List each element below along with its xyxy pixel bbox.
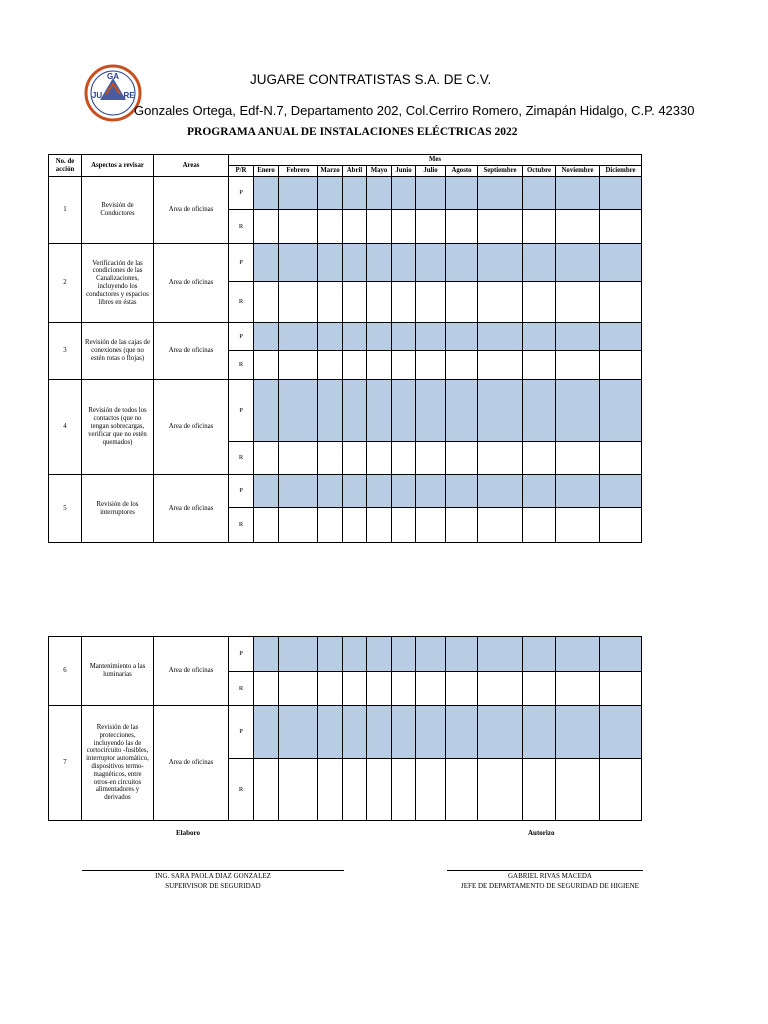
real-cell[interactable] — [478, 508, 523, 543]
schedule-table-top — [48, 154, 642, 543]
planned-cell[interactable] — [600, 244, 642, 282]
company-address: Gonzales Ortega, Edf-N.7, Departamento 202, Col.Cerriro Romero, Zimapán Hidalgo, C.P. 42330 — [134, 103, 695, 118]
real-cell[interactable] — [254, 508, 279, 543]
real-cell[interactable] — [478, 442, 523, 475]
planned-cell[interactable] — [392, 177, 416, 210]
real-cell[interactable] — [392, 210, 416, 244]
planned-cell[interactable] — [446, 177, 478, 210]
real-cell[interactable] — [279, 508, 318, 543]
real-cell[interactable] — [367, 442, 392, 475]
planned-cell[interactable] — [523, 475, 556, 508]
planned-cell[interactable] — [523, 380, 556, 442]
real-marker: R — [229, 282, 254, 323]
real-cell[interactable] — [416, 210, 446, 244]
table-row — [49, 706, 642, 759]
aspect-to-review: Revisión de las cajas de conexiones (que no estén rotas o flojas) — [82, 323, 154, 380]
aspect-to-review: Revisión de Conductores — [82, 177, 154, 244]
autorizo-label: Autorizo — [528, 829, 555, 837]
real-cell[interactable] — [343, 351, 367, 380]
logo-text-right: RE — [123, 91, 135, 100]
planned-cell[interactable] — [318, 380, 343, 442]
real-cell[interactable] — [318, 351, 343, 380]
real-cell[interactable] — [343, 759, 367, 821]
planned-cell[interactable] — [343, 637, 367, 672]
real-cell[interactable] — [416, 759, 446, 821]
real-cell[interactable] — [279, 282, 318, 323]
real-cell[interactable] — [556, 759, 600, 821]
planned-cell[interactable] — [392, 244, 416, 282]
real-cell[interactable] — [523, 672, 556, 706]
real-cell[interactable] — [279, 442, 318, 475]
planned-cell[interactable] — [254, 475, 279, 508]
planned-cell[interactable] — [367, 475, 392, 508]
planned-cell[interactable] — [279, 706, 318, 759]
plan-marker: P — [229, 177, 254, 210]
planned-cell[interactable] — [318, 177, 343, 210]
header-month: Diciembre — [600, 166, 642, 177]
planned-cell[interactable] — [318, 475, 343, 508]
plan-marker: P — [229, 380, 254, 442]
logo-text-top: GA — [107, 72, 119, 81]
real-cell[interactable] — [556, 508, 600, 543]
header-month: Septiembre — [478, 166, 523, 177]
real-cell[interactable] — [343, 282, 367, 323]
planned-cell[interactable] — [600, 323, 642, 351]
document-title: PROGRAMA ANUAL DE INSTALACIONES ELÉCTRICAS 2022 — [187, 126, 518, 138]
real-cell[interactable] — [367, 508, 392, 543]
real-cell[interactable] — [254, 210, 279, 244]
planned-cell[interactable] — [446, 380, 478, 442]
real-cell[interactable] — [367, 351, 392, 380]
planned-cell[interactable] — [523, 177, 556, 210]
real-cell[interactable] — [523, 210, 556, 244]
header-month: Julio — [416, 166, 446, 177]
planned-cell[interactable] — [343, 323, 367, 351]
area: Area de oficinas — [154, 323, 229, 380]
real-cell[interactable] — [279, 210, 318, 244]
real-cell[interactable] — [367, 210, 392, 244]
header-no-accion: No. de acción — [49, 155, 82, 177]
table-row — [49, 475, 642, 508]
real-cell[interactable] — [556, 351, 600, 380]
right-signer-name: GABRIEL RIVAS MACEDA — [507, 872, 592, 880]
planned-cell[interactable] — [600, 706, 642, 759]
real-cell[interactable] — [556, 672, 600, 706]
planned-cell[interactable] — [478, 637, 523, 672]
schedule-table-bottom — [48, 636, 642, 821]
aspect-to-review: Revisión de todos los contactos (que no tengan sobrecargas, verificar que no estén quemados) — [82, 380, 154, 475]
real-cell[interactable] — [600, 210, 642, 244]
header-month: Febrero — [279, 166, 318, 177]
real-cell[interactable] — [279, 672, 318, 706]
planned-cell[interactable] — [279, 380, 318, 442]
real-cell[interactable] — [318, 210, 343, 244]
real-cell[interactable] — [523, 282, 556, 323]
header-month: Agosto — [446, 166, 478, 177]
planned-cell[interactable] — [279, 177, 318, 210]
planned-cell[interactable] — [254, 323, 279, 351]
real-marker: R — [229, 210, 254, 244]
planned-cell[interactable] — [318, 706, 343, 759]
real-marker: R — [229, 508, 254, 543]
real-cell[interactable] — [318, 759, 343, 821]
planned-cell[interactable] — [556, 637, 600, 672]
real-cell[interactable] — [279, 759, 318, 821]
action-number: 6 — [49, 637, 82, 706]
planned-cell[interactable] — [446, 244, 478, 282]
real-cell[interactable] — [367, 282, 392, 323]
real-cell[interactable] — [446, 210, 478, 244]
real-cell[interactable] — [446, 759, 478, 821]
planned-cell[interactable] — [343, 475, 367, 508]
left-signer-name: ING. SARA PAOLA DIAZ GONZALEZ — [155, 872, 271, 880]
planned-cell[interactable] — [367, 706, 392, 759]
real-cell[interactable] — [478, 282, 523, 323]
planned-cell[interactable] — [446, 706, 478, 759]
planned-cell[interactable] — [279, 244, 318, 282]
planned-cell[interactable] — [343, 706, 367, 759]
planned-cell[interactable] — [254, 244, 279, 282]
real-cell[interactable] — [392, 351, 416, 380]
aspect-to-review: Mantenimiento a las luminarias — [82, 637, 154, 706]
table-row — [49, 637, 642, 672]
real-cell[interactable] — [446, 442, 478, 475]
real-cell[interactable] — [523, 759, 556, 821]
planned-cell[interactable] — [343, 380, 367, 442]
planned-cell[interactable] — [318, 244, 343, 282]
area: Area de oficinas — [154, 244, 229, 323]
real-cell[interactable] — [318, 508, 343, 543]
planned-cell[interactable] — [446, 475, 478, 508]
logo-text-left: JU — [91, 91, 103, 100]
real-cell[interactable] — [318, 672, 343, 706]
planned-cell[interactable] — [343, 177, 367, 210]
real-cell[interactable] — [416, 442, 446, 475]
planned-cell[interactable] — [254, 380, 279, 442]
planned-cell[interactable] — [279, 475, 318, 508]
planned-cell[interactable] — [318, 323, 343, 351]
real-cell[interactable] — [478, 210, 523, 244]
planned-cell[interactable] — [416, 706, 446, 759]
planned-cell[interactable] — [478, 475, 523, 508]
real-cell[interactable] — [367, 672, 392, 706]
planned-cell[interactable] — [478, 706, 523, 759]
real-cell[interactable] — [523, 508, 556, 543]
header-aspectos: Aspectos a revisar — [82, 155, 154, 177]
real-cell[interactable] — [446, 508, 478, 543]
real-cell[interactable] — [416, 351, 446, 380]
real-cell[interactable] — [343, 442, 367, 475]
action-number: 5 — [49, 475, 82, 543]
real-cell[interactable] — [254, 442, 279, 475]
table-row — [49, 323, 642, 351]
planned-cell[interactable] — [446, 323, 478, 351]
real-cell[interactable] — [318, 282, 343, 323]
table-row — [49, 177, 642, 210]
planned-cell[interactable] — [600, 637, 642, 672]
header-month: Noviembre — [556, 166, 600, 177]
real-cell[interactable] — [392, 672, 416, 706]
header-month: Abril — [343, 166, 367, 177]
planned-cell[interactable] — [478, 323, 523, 351]
real-cell[interactable] — [254, 282, 279, 323]
planned-cell[interactable] — [556, 177, 600, 210]
company-name: JUGARE CONTRATISTAS S.A. DE C.V. — [250, 72, 492, 87]
real-cell[interactable] — [416, 282, 446, 323]
plan-marker: P — [229, 323, 254, 351]
aspect-to-review: Verificación de las condiciones de las Canalizaciones, incluyendo los conductores y espacios libres en éstas — [82, 244, 154, 323]
real-cell[interactable] — [392, 508, 416, 543]
real-cell[interactable] — [343, 672, 367, 706]
planned-cell[interactable] — [556, 706, 600, 759]
area: Area de oficinas — [154, 637, 229, 706]
elaboro-label: Elaboro — [176, 829, 200, 837]
area: Area de oficinas — [154, 380, 229, 475]
right-signer-role: JEFE DE DEPARTAMENTO DE SEGURIDAD DE HIGIENE — [461, 882, 639, 890]
action-number: 1 — [49, 177, 82, 244]
real-cell[interactable] — [392, 759, 416, 821]
plan-marker: P — [229, 475, 254, 508]
action-number: 7 — [49, 706, 82, 821]
real-marker: R — [229, 759, 254, 821]
left-signer-role: SUPERVISOR DE SEGURIDAD — [165, 882, 261, 890]
real-cell[interactable] — [600, 508, 642, 543]
real-cell[interactable] — [254, 351, 279, 380]
planned-cell[interactable] — [279, 323, 318, 351]
real-marker: R — [229, 442, 254, 475]
planned-cell[interactable] — [367, 323, 392, 351]
planned-cell[interactable] — [367, 244, 392, 282]
area: Area de oficinas — [154, 177, 229, 244]
header-month: Marzo — [318, 166, 343, 177]
planned-cell[interactable] — [478, 380, 523, 442]
real-cell[interactable] — [523, 442, 556, 475]
planned-cell[interactable] — [523, 706, 556, 759]
planned-cell[interactable] — [392, 323, 416, 351]
area: Area de oficinas — [154, 706, 229, 821]
planned-cell[interactable] — [416, 244, 446, 282]
planned-cell[interactable] — [600, 475, 642, 508]
real-cell[interactable] — [600, 282, 642, 323]
planned-cell[interactable] — [343, 244, 367, 282]
right-signature-line — [447, 870, 643, 871]
real-cell[interactable] — [343, 210, 367, 244]
planned-cell[interactable] — [254, 177, 279, 210]
left-signature-line — [82, 870, 344, 871]
planned-cell[interactable] — [446, 637, 478, 672]
plan-marker: P — [229, 706, 254, 759]
planned-cell[interactable] — [556, 244, 600, 282]
planned-cell[interactable] — [556, 475, 600, 508]
real-cell[interactable] — [600, 442, 642, 475]
planned-cell[interactable] — [367, 177, 392, 210]
plan-marker: P — [229, 637, 254, 672]
real-cell[interactable] — [556, 442, 600, 475]
real-cell[interactable] — [254, 672, 279, 706]
real-cell[interactable] — [367, 759, 392, 821]
planned-cell[interactable] — [556, 323, 600, 351]
aspect-to-review: Revisión de las protecciones, incluyendo las de cortocircuito -fusibles, interruptor automático, dispositivos termo-magnéticos, entre otros-en circuitos alimentadores y derivados — [82, 706, 154, 821]
planned-cell[interactable] — [367, 637, 392, 672]
real-cell[interactable] — [600, 672, 642, 706]
real-cell[interactable] — [254, 759, 279, 821]
real-cell[interactable] — [523, 351, 556, 380]
planned-cell[interactable] — [392, 475, 416, 508]
real-cell[interactable] — [416, 672, 446, 706]
planned-cell[interactable] — [254, 706, 279, 759]
real-cell[interactable] — [600, 759, 642, 821]
real-cell[interactable] — [556, 210, 600, 244]
real-cell[interactable] — [279, 351, 318, 380]
planned-cell[interactable] — [556, 380, 600, 442]
planned-cell[interactable] — [392, 380, 416, 442]
action-number: 2 — [49, 244, 82, 323]
area: Area de oficinas — [154, 475, 229, 543]
real-cell[interactable] — [446, 351, 478, 380]
table-row — [49, 244, 642, 282]
table-row — [49, 380, 642, 442]
aspect-to-review: Revisión de los interruptores — [82, 475, 154, 543]
planned-cell[interactable] — [478, 244, 523, 282]
real-cell[interactable] — [478, 759, 523, 821]
real-cell[interactable] — [318, 442, 343, 475]
planned-cell[interactable] — [523, 637, 556, 672]
planned-cell[interactable] — [416, 475, 446, 508]
planned-cell[interactable] — [416, 177, 446, 210]
planned-cell[interactable] — [416, 380, 446, 442]
real-cell[interactable] — [392, 442, 416, 475]
planned-cell[interactable] — [600, 177, 642, 210]
real-cell[interactable] — [556, 282, 600, 323]
real-cell[interactable] — [343, 508, 367, 543]
planned-cell[interactable] — [416, 323, 446, 351]
planned-cell[interactable] — [392, 637, 416, 672]
plan-marker: P — [229, 244, 254, 282]
action-number: 4 — [49, 380, 82, 475]
planned-cell[interactable] — [367, 380, 392, 442]
header-mes: Mes — [229, 155, 642, 166]
planned-cell[interactable] — [254, 637, 279, 672]
header-month: Junio — [392, 166, 416, 177]
planned-cell[interactable] — [279, 637, 318, 672]
planned-cell[interactable] — [600, 380, 642, 442]
planned-cell[interactable] — [523, 323, 556, 351]
header-pr: P/R — [229, 166, 254, 177]
real-cell[interactable] — [446, 282, 478, 323]
header-month: Enero — [254, 166, 279, 177]
action-number: 3 — [49, 323, 82, 380]
real-cell[interactable] — [416, 508, 446, 543]
real-cell[interactable] — [478, 351, 523, 380]
header-month: Mayo — [367, 166, 392, 177]
header-areas: Areas — [154, 155, 229, 177]
real-cell[interactable] — [392, 282, 416, 323]
planned-cell[interactable] — [416, 637, 446, 672]
real-cell[interactable] — [600, 351, 642, 380]
real-marker: R — [229, 672, 254, 706]
real-cell[interactable] — [478, 672, 523, 706]
real-marker: R — [229, 351, 254, 380]
real-cell[interactable] — [446, 672, 478, 706]
header-month: Octubre — [523, 166, 556, 177]
planned-cell[interactable] — [392, 706, 416, 759]
planned-cell[interactable] — [478, 177, 523, 210]
planned-cell[interactable] — [318, 637, 343, 672]
planned-cell[interactable] — [523, 244, 556, 282]
